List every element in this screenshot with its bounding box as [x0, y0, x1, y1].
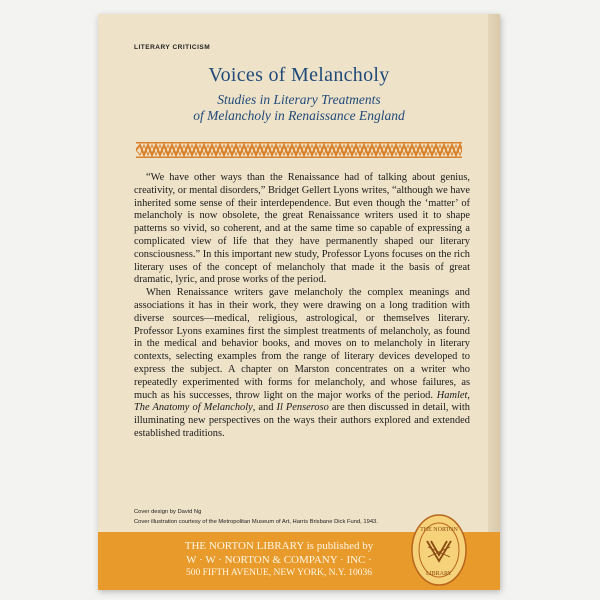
work-title-penseroso: Il Penseroso	[276, 402, 329, 414]
work-title-hamlet: Hamlet	[436, 389, 468, 401]
publisher-info	[134, 540, 424, 581]
category-label: LITERARY CRITICISM	[134, 44, 211, 51]
separator: ,	[467, 389, 470, 401]
cover-design-credit: Cover design by David Ng	[134, 509, 202, 515]
publisher-address: 500 FIFTH AVENUE, NEW YORK, N.Y. 10036	[186, 568, 372, 578]
paragraph-2-text: When Renaissance writers gave melancholy the complex meanings and associations it has in their work, they were drawing on a long tradition with diverse sources—medical, religious, astrological, or themselves literary. Professor Lyons examines first the simplest treatments of melancholy, as found in the medical and behavior books, and moves on to melancholy in literary contexts, selecting examples from the range of literary devices developed to express the subject. A chapter on Marston concentrates on a writer who repeatedly experimented with forms for melancholy, and whose failures, as much as his successes, throw light on the major works of the period.	[134, 287, 470, 401]
cover-illustration-credit: Cover illustration courtesy of the Metropolitan Museum of Art, Harris Brisbane Dick Fund, 1943.	[134, 519, 378, 525]
subtitle-line-1: Studies in Literary Treatments	[217, 92, 381, 107]
book-title: Voices of Melancholy	[208, 64, 390, 86]
publisher-line-1: THE NORTON LIBRARY is published by	[184, 540, 374, 552]
separator: , and	[252, 402, 277, 414]
paragraph-2-ending: are then discussed in detail, with illuminating new perspectives on the ways their authors explored and extended established traditions.	[134, 402, 470, 439]
work-title-anatomy: The Anatomy of Melancholy	[134, 402, 253, 414]
description-paragraph-1: “We have other ways than the Renaissance had of talking about genius, creativity, or mental disorders,” Bridget Gellert Lyons writes, “although we have inherited some sense of their interdependence. But even though the ‘matter’ of melancholy is now obsolete, the great Renaissance writers used it to shape patterns so vivid, so coherent, and at the same time so capable of expressing a complicated view of life that they have permanently shaped our literary consciousness.” In this important new study, Professor Lyons focuses on the rich literary uses of the concept of melancholy that made it the basis of great dramatic, lyric, and prose works of the period.	[134, 172, 470, 286]
book-subtitle	[98, 92, 500, 124]
seal-top-text: THE NORTON	[420, 527, 458, 533]
book-back-cover	[98, 14, 500, 590]
norton-library-seal-icon	[410, 513, 468, 587]
description-paragraph-2	[134, 287, 470, 441]
publisher-line-2: W · W · NORTON & COMPANY · INC ·	[186, 553, 372, 566]
seal-bottom-text: LIBRARY	[425, 571, 453, 577]
subtitle-line-2: of Melancholy in Renaissance England	[193, 108, 405, 123]
ornament-band	[136, 142, 462, 158]
description	[134, 172, 470, 441]
